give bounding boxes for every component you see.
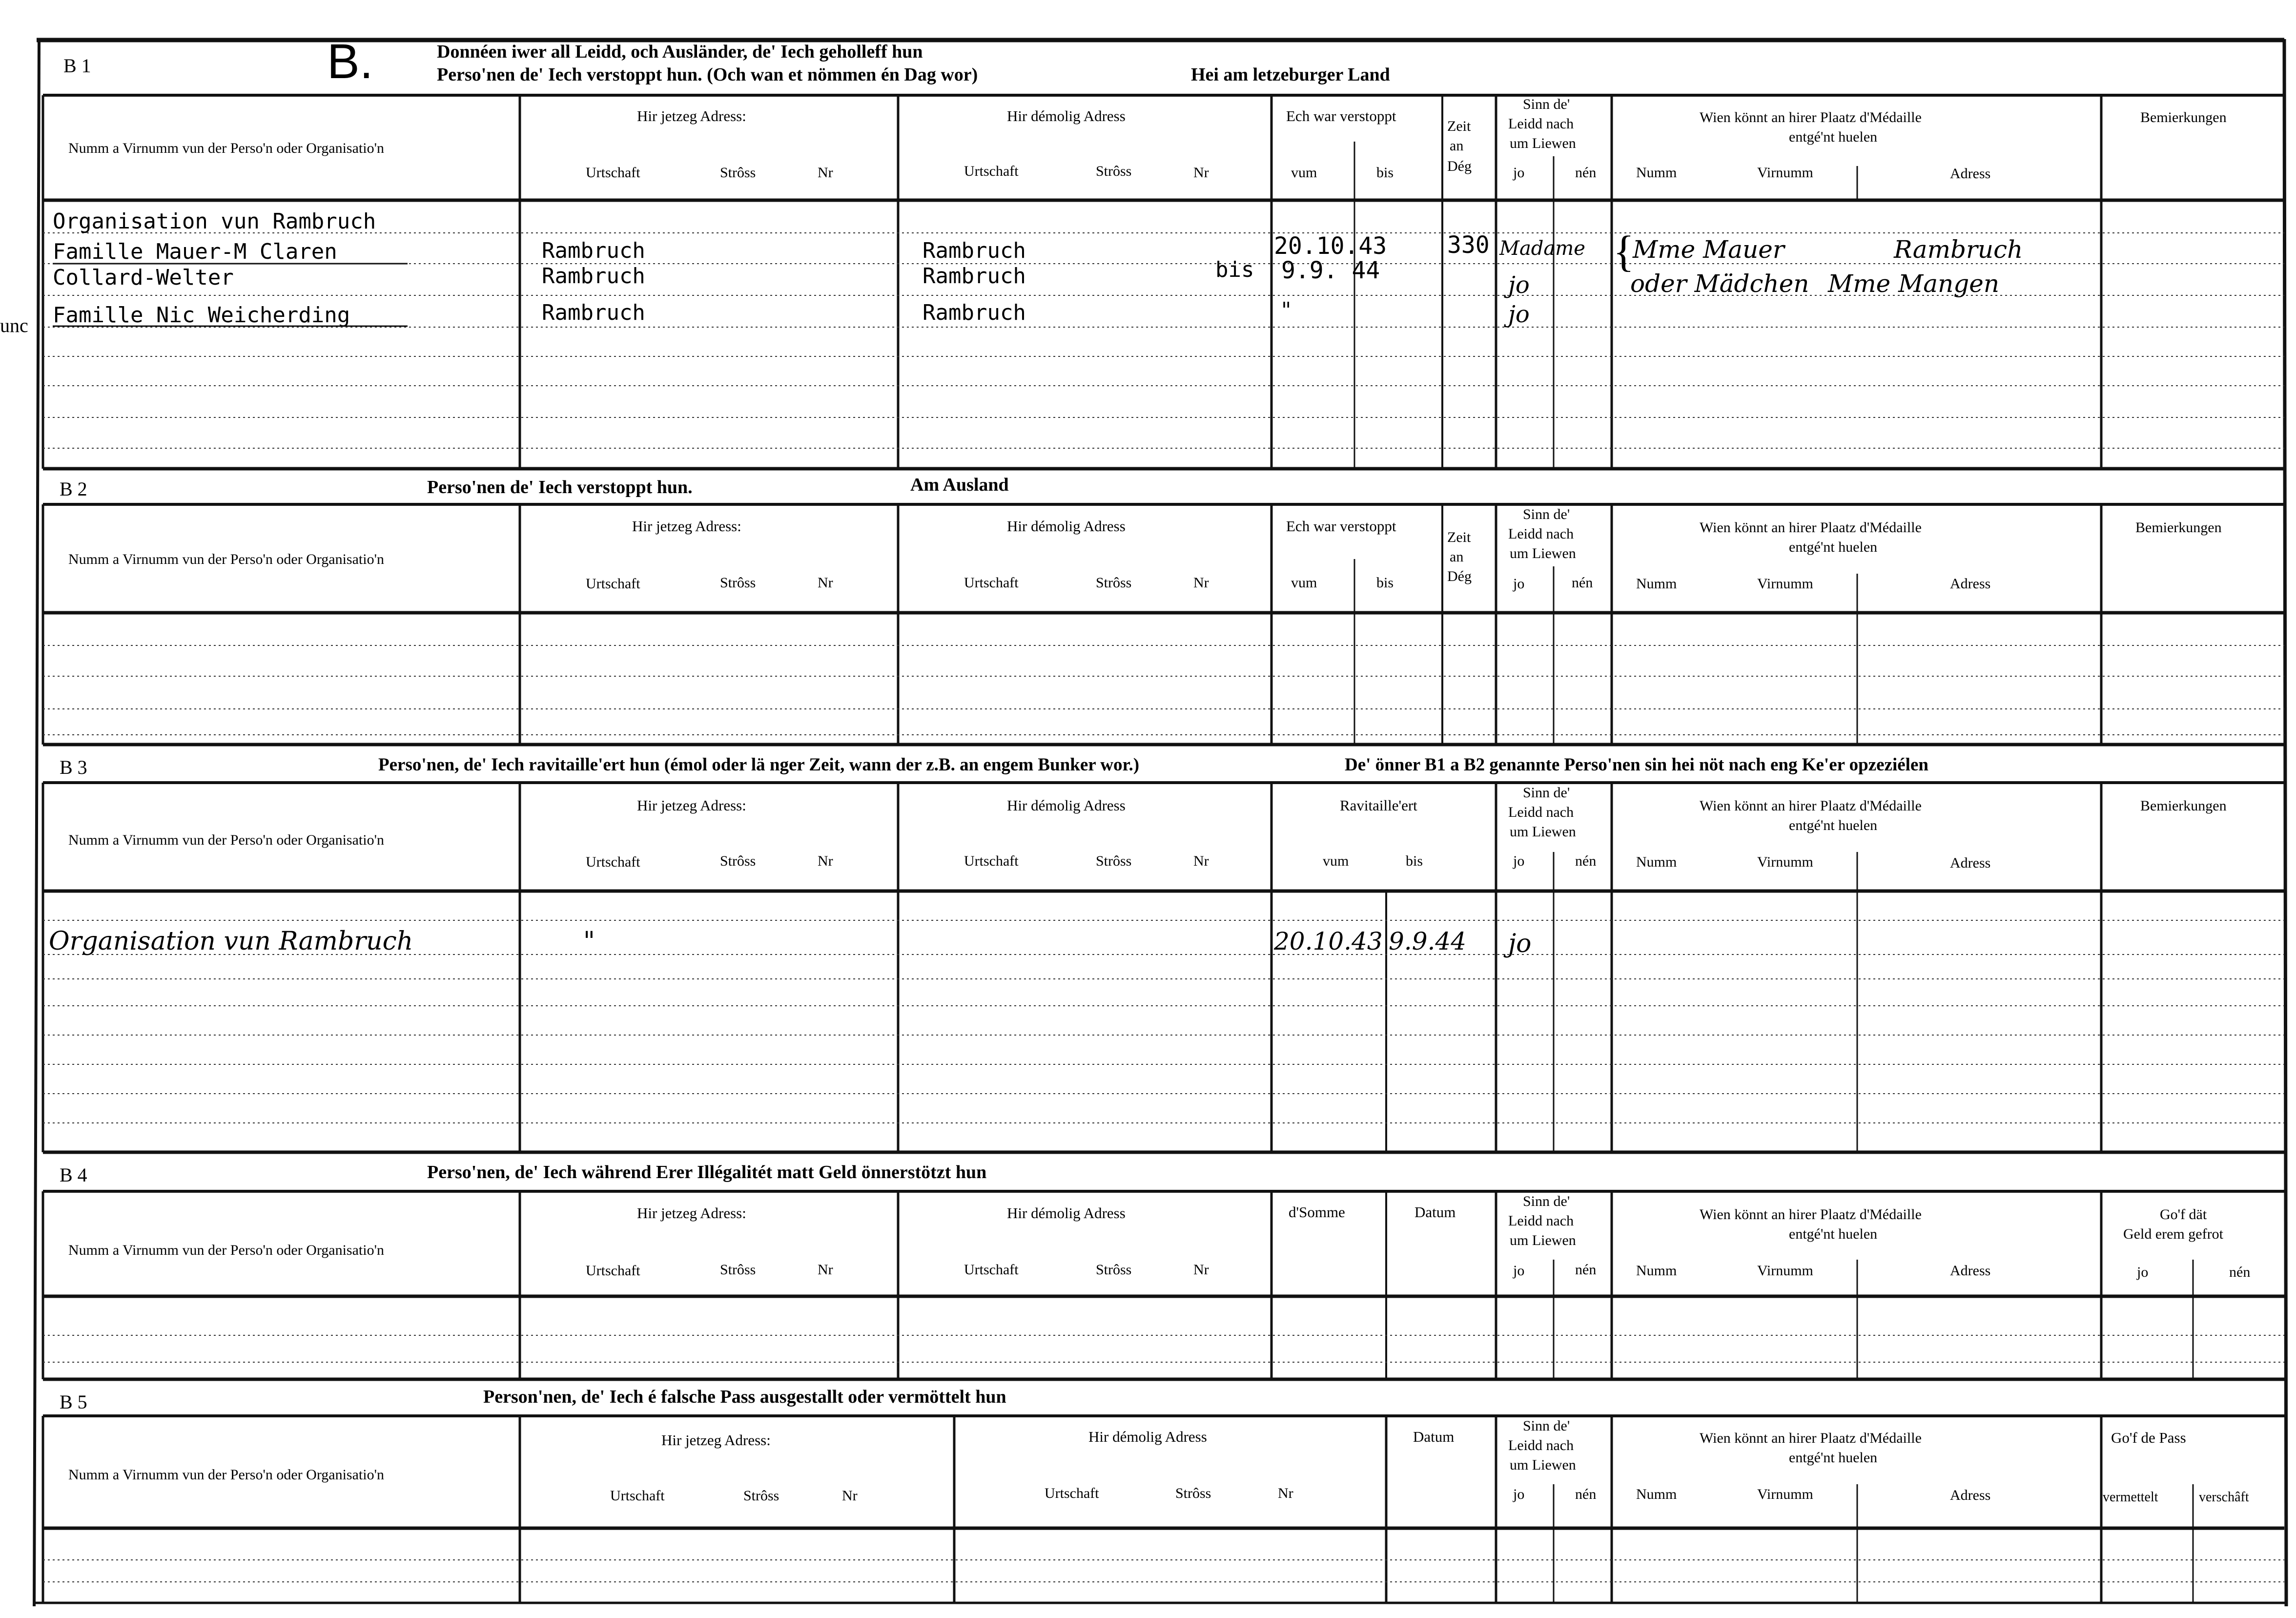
b1-bis: bis xyxy=(1376,165,1394,181)
b1-name-col-header: Numm a Virnumm vun der Perso'n oder Organisatio'n xyxy=(68,140,384,156)
b2-urtschaft-1: Urtschaft xyxy=(586,576,640,592)
b1-jetzeg-header: Hir jetzeg Adress: xyxy=(637,107,746,124)
b5-nen: nén xyxy=(1575,1486,1597,1502)
b3-wien-2: entgé'nt huelen xyxy=(1789,817,1878,833)
b2-zeit-2: an xyxy=(1450,549,1464,565)
b4-numm: Numm xyxy=(1636,1263,1677,1279)
b2-name-col-header: Numm a Virnumm vun der Perso'n oder Organisatio'n xyxy=(68,551,384,567)
b3-numm: Numm xyxy=(1636,854,1677,870)
b5-nr-2: Nr xyxy=(1278,1485,1293,1501)
b1-big-letter: B. xyxy=(327,34,373,89)
b1-label: B 1 xyxy=(63,55,91,77)
b2-nr-2: Nr xyxy=(1193,575,1209,591)
b1-verstoppt-header: Ech war verstoppt xyxy=(1286,107,1396,124)
b3-adress: Adress xyxy=(1950,855,1991,871)
b3-name-col-header: Numm a Virnumm vun der Perso'n oder Organisatio'n xyxy=(68,832,384,848)
b1-title-line1: Donnéen iwer all Leidd, och Ausländer, de' Iech geholleff hun xyxy=(437,41,923,62)
b1-entry-vum-3: 9.9. 44 xyxy=(1281,257,1380,284)
b1-entry-numm-2: Mme Mauer xyxy=(1633,235,1784,264)
b2-wien-1: Wien könnt an hirer Plaatz d'Médaille xyxy=(1700,519,1922,536)
b4-datum-header: Datum xyxy=(1414,1203,1456,1221)
b4-demolig-header: Hir démolig Adress xyxy=(1007,1204,1126,1222)
b4-sinn-3: um Liewen xyxy=(1510,1232,1576,1248)
b3-title-right: De' önner B1 a B2 genannte Perso'nen sin hei nöt nach eng Ke'er opzeziélen xyxy=(1345,755,1928,775)
b4-nen: nén xyxy=(1575,1262,1597,1278)
b3-urtschaft-2: Urtschaft xyxy=(964,853,1019,869)
b1-wien-1: Wien könnt an hirer Plaatz d'Médaille xyxy=(1700,109,1922,125)
b3-sinn-2: Leidd nach xyxy=(1508,804,1574,820)
b1-entry-name-1: Organisation vun Rambruch xyxy=(53,209,376,234)
b5-stross-1: Strôss xyxy=(743,1488,779,1504)
b1-entry-jetzeg-3: Rambruch xyxy=(542,264,645,289)
b1-entry-adress-2: Rambruch xyxy=(1894,235,2023,264)
b4-wien-1: Wien könnt an hirer Plaatz d'Médaille xyxy=(1700,1206,1922,1223)
b3-jetzeg-header: Hir jetzeg Adress: xyxy=(637,797,746,814)
b1-entry-jo-4: jo xyxy=(1508,301,1530,328)
b3-entry-bis: 9.9.44 xyxy=(1389,927,1467,955)
b1-entry-name-3: Collard-Welter xyxy=(53,265,234,290)
b4-gof-2: Geld erem gefrot xyxy=(2123,1226,2223,1242)
b1-stross-2: Strôss xyxy=(1096,163,1132,179)
b5-name-col-header: Numm a Virnumm vun der Perso'n oder Organisatio'n xyxy=(68,1467,384,1483)
b1-sinn-3: um Liewen xyxy=(1510,135,1576,151)
b1-entry-demolig-4: Rambruch xyxy=(922,300,1026,325)
b1-adress: Adress xyxy=(1950,166,1991,182)
b1-entry-vum-2: 20.10.43 xyxy=(1274,232,1387,260)
b1-zeit-2: an xyxy=(1450,138,1464,154)
b4-adress: Adress xyxy=(1950,1263,1991,1279)
b3-sinn-1: Sinn de' xyxy=(1523,785,1570,801)
brace-1: { xyxy=(1613,228,1635,276)
b2-jetzeg-header: Hir jetzeg Adress: xyxy=(632,518,741,535)
b1-entry-adress-3: Mme Mangen xyxy=(1828,270,2000,298)
b5-adress: Adress xyxy=(1950,1487,1991,1503)
b5-verschaft: verschâft xyxy=(2199,1490,2249,1505)
b3-wien-1: Wien könnt an hirer Plaatz d'Médaille xyxy=(1700,798,1922,814)
b5-virnumm: Virnumm xyxy=(1757,1486,1813,1502)
b2-label: B 2 xyxy=(60,478,87,500)
b1-sinn-2: Leidd nach xyxy=(1508,116,1574,132)
b3-stross-2: Strôss xyxy=(1096,853,1132,869)
b5-datum-header: Datum xyxy=(1413,1428,1455,1445)
b2-stross-2: Strôss xyxy=(1096,575,1132,591)
b4-gof-nen: nén xyxy=(2229,1264,2251,1280)
b1-entry-jo-3: jo xyxy=(1508,271,1530,299)
b1-entry-jo-2: Madame xyxy=(1499,237,1585,260)
b4-gof-1: Go'f dät xyxy=(2160,1206,2207,1223)
side-cut-text: unc xyxy=(0,314,28,336)
b4-nr-2: Nr xyxy=(1193,1262,1209,1278)
b1-sinn-1: Sinn de' xyxy=(1523,96,1570,112)
b2-title-right: Am Ausland xyxy=(910,475,1009,495)
b5-title: Person'nen, de' Iech é falsche Pass ausgestallt oder vermöttelt hun xyxy=(483,1387,1006,1407)
b3-nen: nén xyxy=(1575,853,1597,869)
b2-sinn-1: Sinn de' xyxy=(1523,506,1570,522)
b4-virnumm: Virnumm xyxy=(1757,1263,1813,1279)
b3-stross-1: Strôss xyxy=(720,853,756,869)
b2-jo: jo xyxy=(1513,576,1525,592)
b5-urtschaft-2: Urtschaft xyxy=(1045,1485,1099,1501)
b2-sinn-2: Leidd nach xyxy=(1508,526,1574,542)
b1-entry-vum-4: " xyxy=(1281,298,1292,323)
b5-label: B 5 xyxy=(60,1391,87,1413)
b2-title: Perso'nen de' Iech verstoppt hun. xyxy=(427,477,693,498)
b1-nen: nén xyxy=(1575,165,1597,181)
b1-nr-2: Nr xyxy=(1193,165,1209,181)
b4-sinn-2: Leidd nach xyxy=(1508,1213,1574,1229)
b1-entry-jetzeg-2: Rambruch xyxy=(542,238,645,263)
b1-urtschaft-2: Urtschaft xyxy=(964,163,1019,179)
b5-nr-1: Nr xyxy=(842,1488,858,1504)
b2-zeit-1: Zeit xyxy=(1447,529,1471,545)
b5-wien-2: entgé'nt huelen xyxy=(1789,1450,1878,1466)
b3-entry-jetzeg: " xyxy=(583,927,595,956)
b3-entry-vum: 20.10.43 xyxy=(1274,927,1383,955)
b2-verstoppt-header: Ech war verstoppt xyxy=(1286,518,1396,535)
b2-virnumm: Virnumm xyxy=(1757,576,1813,592)
b1-vum: vum xyxy=(1291,165,1317,181)
b3-sinn-3: um Liewen xyxy=(1510,824,1576,840)
b4-urtschaft-2: Urtschaft xyxy=(964,1262,1019,1278)
b1-entry-demolig-3: Rambruch xyxy=(922,264,1026,289)
b2-urtschaft-2: Urtschaft xyxy=(964,575,1019,591)
b3-bemierkungen: Bemierkungen xyxy=(2140,798,2227,814)
b4-wien-2: entgé'nt huelen xyxy=(1789,1226,1878,1242)
b4-somme-header: d'Somme xyxy=(1289,1203,1345,1221)
b4-sinn-1: Sinn de' xyxy=(1523,1193,1570,1209)
b1-entry-name-4: Famille Nic Weicherding xyxy=(53,303,350,328)
b1-bemierkungen: Bemierkungen xyxy=(2140,109,2227,125)
b1-nr-1: Nr xyxy=(818,165,833,181)
b1-entry-jetzeg-4: Rambruch xyxy=(542,300,645,325)
b3-nr-2: Nr xyxy=(1193,853,1209,869)
b1-entry-zeit-2: 330 xyxy=(1447,231,1490,259)
b4-name-col-header: Numm a Virnumm vun der Perso'n oder Organisatio'n xyxy=(68,1242,384,1258)
b4-urtschaft-1: Urtschaft xyxy=(586,1263,640,1279)
b1-title-right: Hei am letzeburger Land xyxy=(1191,64,1390,85)
b1-title-line2: Perso'nen de' Iech verstoppt hun. (Och wan et nömmen én Dag wor) xyxy=(437,64,978,85)
b3-jo: jo xyxy=(1513,853,1525,869)
b3-virnumm: Virnumm xyxy=(1757,854,1813,870)
b1-entry-demolig-2: Rambruch xyxy=(922,238,1026,263)
b4-label: B 4 xyxy=(60,1164,87,1186)
b2-nen: nén xyxy=(1572,575,1593,591)
b3-nr-1: Nr xyxy=(818,853,833,869)
b1-urtschaft-1: Urtschaft xyxy=(586,165,640,181)
b3-vum: vum xyxy=(1323,853,1349,869)
b2-wien-2: entgé'nt huelen xyxy=(1789,539,1878,555)
b3-entry-name: Organisation vun Rambruch xyxy=(49,927,413,956)
b3-label: B 3 xyxy=(60,756,87,778)
b1-zeit-1: Zeit xyxy=(1447,118,1471,134)
b1-zeit-3: Dég xyxy=(1447,158,1472,174)
b5-demolig-header: Hir démolig Adress xyxy=(1088,1428,1207,1445)
b2-bemierkungen: Bemierkungen xyxy=(2135,519,2222,536)
b5-numm: Numm xyxy=(1636,1486,1677,1502)
b2-zeit-3: Dég xyxy=(1447,568,1472,584)
b3-title: Perso'nen, de' Iech ravitaille'ert hun (émol oder lä nger Zeit, wann der z.B. an engem Bunker wor.) xyxy=(378,755,1140,775)
b2-demolig-header: Hir démolig Adress xyxy=(1007,518,1126,535)
b2-sinn-3: um Liewen xyxy=(1510,545,1576,561)
b2-nr-1: Nr xyxy=(818,575,833,591)
b1-entry-name-2: Famille Mauer-M Claren xyxy=(53,239,337,264)
b4-title: Perso'nen, de' Iech während Erer Illégalitét matt Geld önnerstötzt hun xyxy=(427,1162,987,1182)
b1-demolig-header: Hir démolig Adress xyxy=(1007,107,1126,124)
b1-entry-bis-word: bis xyxy=(1215,257,1254,282)
b3-bis: bis xyxy=(1406,853,1423,869)
b2-bis: bis xyxy=(1376,575,1394,591)
b2-vum: vum xyxy=(1291,575,1317,591)
b5-sinn-2: Leidd nach xyxy=(1508,1437,1574,1453)
b2-stross-1: Strôss xyxy=(720,575,756,591)
b4-stross-1: Strôss xyxy=(720,1262,756,1278)
b5-stross-2: Strôss xyxy=(1175,1485,1211,1501)
b1-stross-1: Strôss xyxy=(720,165,756,181)
b1-virnumm: Virnumm xyxy=(1757,165,1813,181)
b5-wien-1: Wien könnt an hirer Plaatz d'Médaille xyxy=(1700,1430,1922,1446)
b1-numm: Numm xyxy=(1636,165,1677,181)
b5-jo: jo xyxy=(1513,1486,1525,1502)
b5-gof-pass: Go'f de Pass xyxy=(2111,1429,2186,1446)
b5-urtschaft-1: Urtschaft xyxy=(610,1488,665,1504)
b4-jo: jo xyxy=(1513,1263,1525,1279)
b3-urtschaft-1: Urtschaft xyxy=(586,854,640,870)
b4-stross-2: Strôss xyxy=(1096,1262,1132,1278)
b3-demolig-header: Hir démolig Adress xyxy=(1007,797,1126,814)
b3-ravitaille-header: Ravitaille'ert xyxy=(1340,797,1417,814)
b1-jo: jo xyxy=(1513,165,1525,181)
b2-numm: Numm xyxy=(1636,576,1677,592)
b3-entry-jo: jo xyxy=(1508,929,1532,958)
b1-wien-2: entgé'nt huelen xyxy=(1789,129,1878,145)
b5-jetzeg-header: Hir jetzeg Adress: xyxy=(661,1431,771,1449)
b4-jetzeg-header: Hir jetzeg Adress: xyxy=(637,1204,746,1222)
b4-nr-1: Nr xyxy=(818,1262,833,1278)
b2-adress: Adress xyxy=(1950,576,1991,592)
b5-sinn-3: um Liewen xyxy=(1510,1457,1576,1473)
b5-vermettelt: vermettelt xyxy=(2103,1490,2158,1505)
b1-entry-numm-3: oder Mädchen xyxy=(1630,270,1809,298)
b4-gof-jo: jo xyxy=(2137,1264,2149,1280)
b5-sinn-1: Sinn de' xyxy=(1523,1418,1570,1434)
